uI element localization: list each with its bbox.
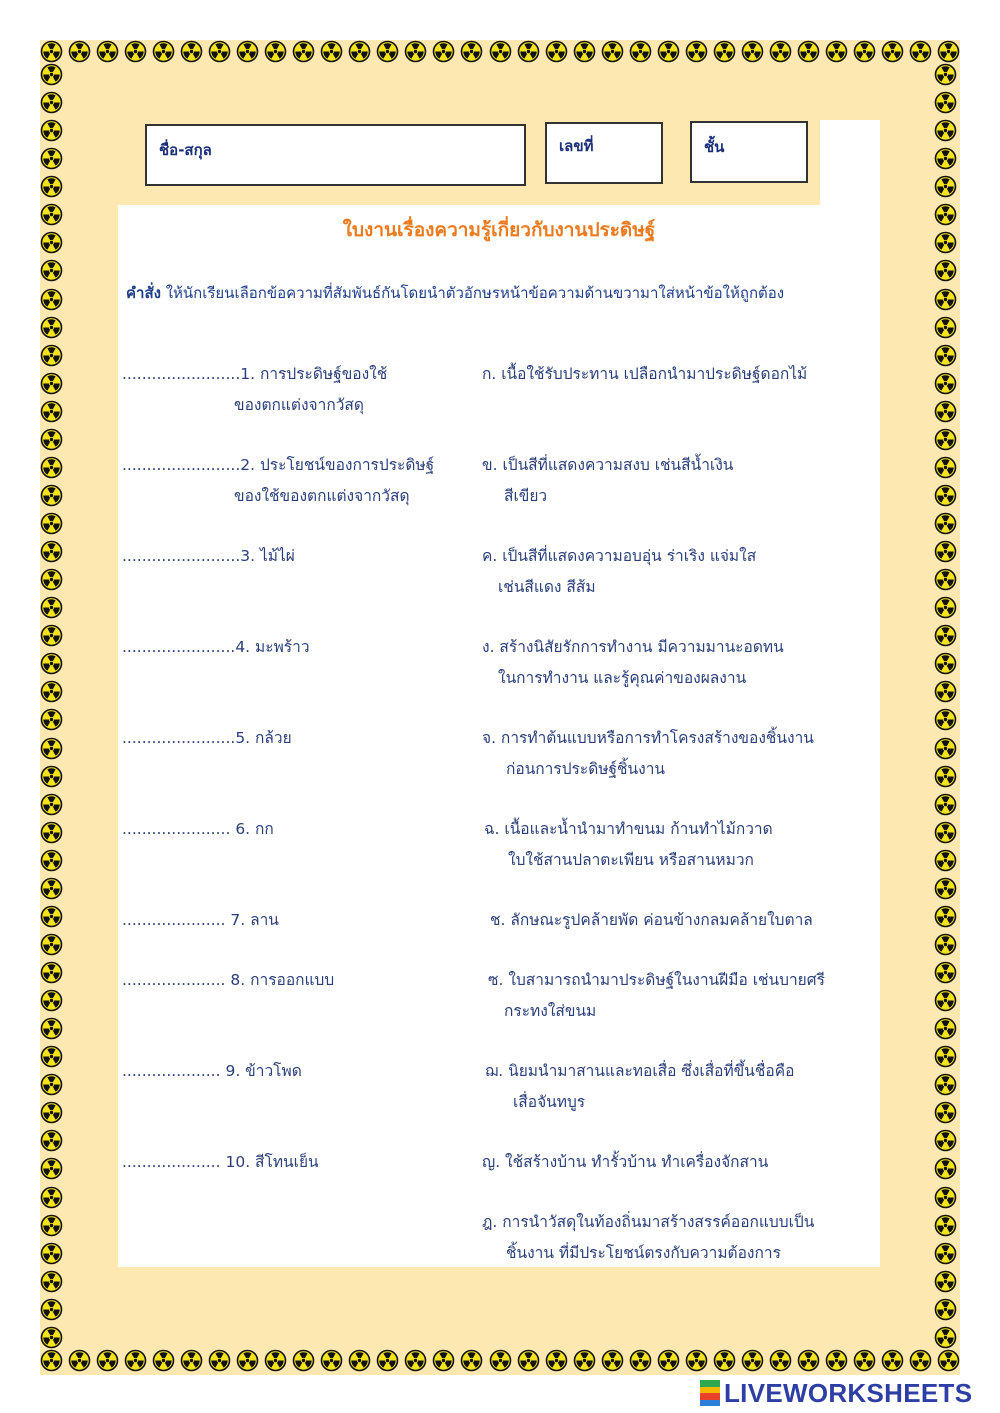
instruction [126,281,876,305]
answer-option-kho [482,450,862,512]
radiation-symbol-icon [404,1349,427,1372]
answer-text-continued: ก่อนการประดิษฐ์ชิ้นงาน [506,760,666,778]
radiation-symbol-icon [934,652,957,675]
radiation-symbol-icon [934,147,957,170]
class-label: ชั้น [704,138,725,156]
radiation-symbol-icon [934,344,957,367]
radiation-symbol-icon [96,1349,119,1372]
radiation-symbol-icon [40,344,63,367]
radiation-symbol-icon [40,1073,63,1096]
radiation-symbol-icon [264,1349,287,1372]
radiation-symbol-icon [40,1214,63,1237]
radiation-symbol-icon [432,40,455,63]
radiation-symbol-icon [320,1349,343,1372]
radiation-symbol-icon [40,316,63,339]
radiation-symbol-icon [934,372,957,395]
answer-text: จ. การทำต้นแบบหรือการทำโครงสร้างของชิ้นงาน [482,729,814,747]
radiation-symbol-icon [40,1157,63,1180]
radiation-symbol-icon [40,91,63,114]
radiation-symbol-icon [741,40,764,63]
radiation-symbol-icon [934,1214,957,1237]
radiation-symbol-icon [797,1349,820,1372]
radiation-symbol-icon [348,1349,371,1372]
radiation-symbol-icon [937,40,960,63]
radiation-symbol-icon [934,63,957,86]
radiation-symbol-icon [40,372,63,395]
radiation-symbol-icon [40,456,63,479]
radiation-symbol-icon [152,40,175,63]
answer-option-yo [482,1147,862,1178]
radiation-symbol-icon [741,1349,764,1372]
answer-text: ฎ. การนำวัสดุในท้องถิ่นมาสร้างสรรค์ออกแบบเป็น [482,1213,815,1231]
radiation-symbol-icon [934,1242,957,1265]
answer-text: ฉ. เนื้อและน้ำนำมาทำขนม ก้านทำไม้กวาด [484,820,773,838]
radiation-symbol-icon [573,1349,596,1372]
radiation-symbol-icon [685,40,708,63]
radiation-symbol-icon [40,652,63,675]
radiation-symbol-icon [96,40,119,63]
radiation-symbol-icon [934,259,957,282]
answer-text: ง. สร้างนิสัยรักการทำงาน มีความมานะอดทน [482,638,784,656]
radiation-symbol-icon [934,288,957,311]
item-text: ...................... 6. กก [122,820,274,838]
item-text-continued: ของตกแต่งจากวัสดุ [234,396,364,414]
radiation-symbol-icon [934,821,957,844]
radiation-symbol-icon [937,1349,960,1372]
radiation-symbol-icon [40,540,63,563]
answer-text: ค. เป็นสีที่แสดงความอบอุ่น ร่าเริง แจ่มใส [482,547,757,565]
radiation-symbol-icon [934,1270,957,1293]
answer-option-cho-choe [485,1056,865,1118]
radiation-symbol-icon [909,40,932,63]
radiation-symbol-icon [376,1349,399,1372]
radiation-symbol-icon [934,316,957,339]
radiation-symbol-icon [934,1073,957,1096]
answer-text: ญ. ใช้สร้างบ้าน ทำรั้วบ้าน ทำเครื่องจักสาน [482,1153,769,1171]
radiation-symbol-icon [853,1349,876,1372]
radiation-symbol-icon [853,40,876,63]
radiation-symbol-icon [320,40,343,63]
radiation-symbol-icon [40,708,63,731]
answer-option-kho-khwai [482,541,862,603]
radiation-symbol-icon [460,1349,483,1372]
radiation-symbol-icon [934,1045,957,1068]
student-number-label: เลขที่ [559,137,594,155]
item-text: ........................1. การประดิษฐ์ของใช้ [122,365,388,383]
radiation-symbol-icon [934,175,957,198]
radiation-symbol-icon [934,231,957,254]
radiation-symbol-icon [881,40,904,63]
radiation-symbol-icon [934,933,957,956]
answer-text: ฌ. นิยมนำมาสานและทอเสื่อ ซึ่งเสื่อที่ขึ้นชื่อคือ [485,1062,795,1080]
name-label: ชื่อ-สกุล [159,141,212,159]
radiation-symbol-icon [934,596,957,619]
answer-option-ngo [482,632,862,694]
answer-text-continued: ในการทำงาน และรู้คุณค่าของผลงาน [498,669,747,687]
radiation-symbol-icon [934,708,957,731]
radiation-symbol-icon [934,1186,957,1209]
answer-text-continued: เช่นสีแดง สีส้ม [498,578,596,596]
radiation-symbol-icon [934,512,957,535]
radiation-symbol-icon [934,905,957,928]
radiation-symbol-icon [432,1349,455,1372]
radiation-symbol-icon [40,428,63,451]
radiation-symbol-icon [40,400,63,423]
radiation-symbol-icon [934,624,957,647]
radiation-symbol-icon [545,40,568,63]
radiation-symbol-icon [180,40,203,63]
radiation-symbol-icon [124,1349,147,1372]
radiation-symbol-icon [934,456,957,479]
liveworksheets-mark-icon [700,1380,720,1406]
radiation-symbol-icon [40,1129,63,1152]
radiation-symbol-icon [934,961,957,984]
radiation-symbol-icon [517,40,540,63]
answer-text-continued: ใบใช้สานปลาตะเพียน หรือสานหมวก [508,851,754,869]
matching-item-1[interactable] [122,359,472,421]
answer-text-continued: กระทงใส่ขนม [504,1002,597,1020]
radiation-symbol-icon [517,1349,540,1372]
answer-text: ซ. ใบสามารถนำมาประดิษฐ์ในงานฝีมือ เช่นบายศรี [488,971,825,989]
radiation-symbol-icon [713,40,736,63]
radiation-symbol-icon [934,1101,957,1124]
radiation-symbol-icon [236,40,259,63]
radiation-symbol-icon [934,1326,957,1349]
radiation-symbol-icon [489,1349,512,1372]
liveworksheets-wordmark: LIVEWORKSHEETS [724,1377,973,1408]
radiation-symbol-icon [40,961,63,984]
radiation-symbol-icon [629,40,652,63]
radiation-symbol-icon [40,63,63,86]
radiation-symbol-icon [934,849,957,872]
radiation-symbol-icon [40,231,63,254]
radiation-symbol-icon [40,1326,63,1349]
radiation-symbol-icon [40,849,63,872]
answer-option-do-chada [482,1207,862,1269]
radiation-symbol-icon [657,40,680,63]
item-text: .......................4. มะพร้าว [122,638,310,656]
radiation-symbol-icon [825,40,848,63]
radiation-symbol-icon [236,1349,259,1372]
radiation-symbol-icon [404,40,427,63]
name-field[interactable] [145,124,526,186]
radiation-symbol-icon [40,821,63,844]
answer-text-continued: สีเขียว [504,487,548,505]
radiation-symbol-icon [40,1101,63,1124]
radiation-symbol-icon [934,568,957,591]
radiation-symbol-icon [573,40,596,63]
radiation-symbol-icon [934,793,957,816]
answer-text-continued: ชิ้นงาน ที่มีประโยชน์ตรงกับความต้องการ [506,1244,781,1262]
radiation-symbol-icon [40,288,63,311]
radiation-symbol-icon [40,624,63,647]
radiation-symbol-icon [40,1242,63,1265]
radiation-symbol-icon [292,1349,315,1372]
radiation-symbol-icon [934,400,957,423]
radiation-symbol-icon [934,540,957,563]
matching-item-10[interactable] [122,1147,472,1178]
radiation-symbol-icon [934,203,957,226]
radiation-symbol-icon [40,765,63,788]
radiation-symbol-icon [713,1349,736,1372]
radiation-symbol-icon [40,877,63,900]
radiation-symbol-icon [797,40,820,63]
radiation-symbol-icon [40,1186,63,1209]
answer-text-continued: เสื่อจันทบูร [513,1093,586,1111]
radiation-symbol-icon [909,1349,932,1372]
radiation-symbol-icon [934,680,957,703]
radiation-symbol-icon [934,428,957,451]
radiation-symbol-icon [881,1349,904,1372]
radiation-symbol-icon [934,1017,957,1040]
radiation-symbol-icon [40,1017,63,1040]
radiation-symbol-icon [292,40,315,63]
radiation-symbol-icon [40,989,63,1012]
decorative-border-left [40,63,63,1349]
radiation-symbol-icon [376,40,399,63]
radiation-symbol-icon [40,933,63,956]
radiation-symbol-icon [40,680,63,703]
radiation-symbol-icon [40,793,63,816]
item-text: .................... 10. สีโทนเย็น [122,1153,319,1171]
answer-text: ข. เป็นสีที่แสดงความสงบ เช่นสีน้ำเงิน [482,456,734,474]
item-text: ..................... 8. การออกแบบ [122,971,335,989]
instruction-label: คำสั่ง [126,284,161,302]
radiation-symbol-icon [40,203,63,226]
radiation-symbol-icon [152,1349,175,1372]
decorative-border-bottom [40,1349,960,1372]
answer-text: ช. ลักษณะรูปคล้ายพัด ค่อนข้างกลมคล้ายใบตาล [490,911,813,929]
radiation-symbol-icon [180,1349,203,1372]
radiation-symbol-icon [40,1349,63,1372]
radiation-symbol-icon [40,905,63,928]
matching-item-4[interactable] [122,632,472,663]
student-number-field[interactable] [545,122,663,184]
radiation-symbol-icon [934,1298,957,1321]
radiation-symbol-icon [489,40,512,63]
liveworksheets-logo[interactable] [700,1378,972,1408]
instruction-text: ให้นักเรียนเลือกข้อความที่สัมพันธ์กันโดยนำตัวอักษรหน้าข้อความด้านขวามาใส่หน้าข้อให้ถูกต้อง [160,284,785,302]
matching-item-2[interactable] [122,450,472,512]
radiation-symbol-icon [934,989,957,1012]
answer-option-ko [482,359,862,390]
item-text: ........................2. ประโยชน์ของการประดิษฐ์ [122,456,435,474]
radiation-symbol-icon [40,175,63,198]
radiation-symbol-icon [934,1157,957,1180]
radiation-symbol-icon [68,1349,91,1372]
radiation-symbol-icon [40,484,63,507]
radiation-symbol-icon [40,512,63,535]
answer-option-cho [482,723,862,785]
radiation-symbol-icon [934,877,957,900]
header-white-corner [820,120,880,205]
matching-item-3[interactable] [122,541,472,572]
answer-option-cho-ching [484,814,864,876]
radiation-symbol-icon [601,40,624,63]
radiation-symbol-icon [934,91,957,114]
radiation-symbol-icon [348,40,371,63]
worksheet-content [118,205,880,1267]
radiation-symbol-icon [601,1349,624,1372]
answer-text: ก. เนื้อใช้รับประทาน เปลือกนำมาประดิษฐ์ดอกไม้ [482,365,808,383]
item-text: .......................5. กล้วย [122,729,292,747]
decorative-border-top [40,40,960,63]
radiation-symbol-icon [40,119,63,142]
radiation-symbol-icon [40,568,63,591]
item-text: ..................... 7. ลาน [122,911,279,929]
worksheet-title: ใบงานเรื่องความรู้เกี่ยวกับงานประดิษฐ์ [342,219,656,241]
radiation-symbol-icon [545,1349,568,1372]
radiation-symbol-icon [40,1045,63,1068]
matching-item-8[interactable] [122,965,472,996]
radiation-symbol-icon [40,737,63,760]
answer-option-cho-chang [490,905,870,936]
class-field[interactable] [690,121,808,183]
radiation-symbol-icon [40,596,63,619]
radiation-symbol-icon [934,737,957,760]
radiation-symbol-icon [934,484,957,507]
radiation-symbol-icon [208,40,231,63]
radiation-symbol-icon [68,40,91,63]
matching-item-5[interactable] [122,723,472,754]
radiation-symbol-icon [769,40,792,63]
radiation-symbol-icon [40,40,63,63]
radiation-symbol-icon [934,765,957,788]
radiation-symbol-icon [825,1349,848,1372]
item-text: ........................3. ไม้ไผ่ [122,547,295,565]
radiation-symbol-icon [40,147,63,170]
radiation-symbol-icon [934,1129,957,1152]
radiation-symbol-icon [657,1349,680,1372]
radiation-symbol-icon [769,1349,792,1372]
radiation-symbol-icon [934,119,957,142]
radiation-symbol-icon [629,1349,652,1372]
matching-item-7[interactable] [122,905,472,936]
radiation-symbol-icon [40,1298,63,1321]
radiation-symbol-icon [264,40,287,63]
answer-option-so [488,965,868,1027]
item-text: .................... 9. ข้าวโพด [122,1062,302,1080]
matching-item-6[interactable] [122,814,472,845]
decorative-border-right [934,63,957,1349]
radiation-symbol-icon [40,259,63,282]
radiation-symbol-icon [460,40,483,63]
matching-item-9[interactable] [122,1056,472,1087]
radiation-symbol-icon [40,1270,63,1293]
radiation-symbol-icon [685,1349,708,1372]
item-text-continued: ของใช้ของตกแต่งจากวัสดุ [234,487,410,505]
radiation-symbol-icon [208,1349,231,1372]
radiation-symbol-icon [124,40,147,63]
